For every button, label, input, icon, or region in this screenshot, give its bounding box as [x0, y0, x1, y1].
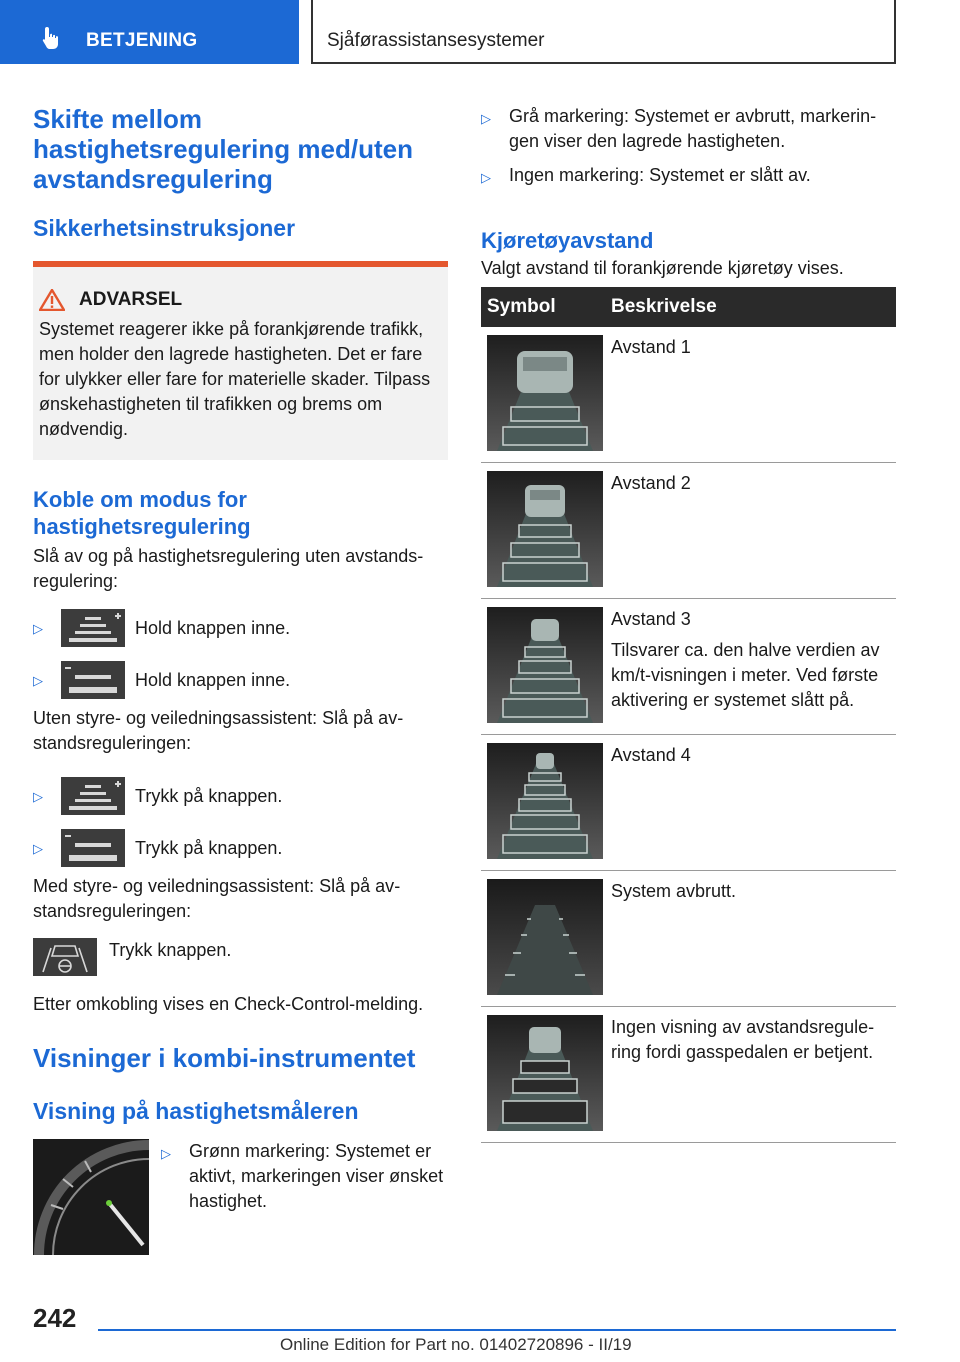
bullet-arrow-icon: ▷: [33, 673, 43, 688]
list-item-text: Grønn markering: Systemet er aktivt, markeringen viser ønsket hastighet.: [189, 1141, 444, 1211]
distance-intro: Valgt avstand til forankjørende kjøretøy vises.: [481, 258, 844, 278]
distance-table: [481, 287, 896, 1143]
speedometer-image: [33, 1139, 149, 1255]
bullet-arrow-icon: ▷: [481, 111, 491, 126]
table-row: [481, 735, 896, 871]
page-title: Skifte mellom hastighetsregulering med/uten avstandsregulering: [33, 104, 413, 194]
left-column: [33, 104, 448, 1255]
distance-plus-button-icon: [61, 777, 125, 815]
list-item: [33, 826, 448, 870]
hand-pointer-icon: [40, 26, 62, 50]
distance-minus-button-icon: [61, 661, 125, 699]
list-item-text: Grå markering: Systemet er avbrutt, markeringen viser den lagrede hastigheten.: [509, 106, 877, 151]
distance-2-image: [487, 471, 603, 587]
accelerator-pressed-image: [487, 1015, 603, 1131]
table-row: [481, 599, 896, 735]
footer-edition: Online Edition for Part no. 01402720896 - II/19: [280, 1335, 632, 1354]
speedo-row: [33, 1139, 448, 1255]
distance-4-image: [487, 743, 603, 859]
no-assist-text: Uten styre- og veiledningsassistent: Slå på avstandsreguleringen:: [33, 708, 404, 753]
section-header: [311, 0, 896, 64]
list-item-text: Trykk på knappen.: [135, 837, 283, 858]
warning-title-row: [39, 289, 442, 311]
list-item: [481, 163, 896, 190]
chapter-label: BETJENING: [86, 30, 198, 51]
row-desc: Avstand 3: [611, 609, 691, 629]
driving-assistant-button-icon: [33, 938, 97, 976]
bullet-arrow-icon: ▷: [33, 841, 43, 856]
chapter-tab[interactable]: [0, 0, 299, 64]
system-interrupted-image: [487, 879, 603, 995]
row-desc-block: [611, 607, 881, 723]
warning-box: [33, 261, 448, 460]
distance-1-image: [487, 335, 603, 451]
list-item-text: Hold knappen inne.: [135, 669, 291, 690]
list-item-text: Ingen markering: Systemet er slått av.: [509, 165, 811, 185]
bullet-arrow-icon: ▷: [33, 621, 43, 636]
page-number: 242: [33, 1303, 77, 1333]
list-item: [33, 658, 448, 702]
press-single-text: Trykk knappen.: [109, 940, 232, 960]
warning-text: Systemet reagerer ikke på forankjørende trafikk, men holder den lagrede hastigheten. Det er fare for ulykker eller fare for materielle skader. Tilpass ønskehastigheten til trafikken og brems om nødvendig.: [39, 319, 431, 439]
right-column: [481, 104, 896, 1143]
table-row: [481, 871, 896, 1007]
switch-heading: Koble om modus for hastighetsregulering: [33, 487, 251, 539]
bullet-arrow-icon: ▷: [33, 789, 43, 804]
with-assist-text: Med styre- og veiledningsassistent: Slå på avstandsreguleringen:: [33, 876, 401, 921]
row-desc: System avbrutt.: [611, 881, 737, 901]
section-title: Sjåførassistansesystemer: [327, 30, 545, 51]
list-item-text: Hold knappen inne.: [135, 617, 291, 638]
list-item: [481, 104, 896, 154]
bullet-arrow-icon: ▷: [161, 1146, 171, 1161]
footer-divider: [98, 1329, 896, 1331]
row-extra: Tilsvarer ca. den halve verdien av km/t-visningen i meter. Ved første aktivering er systemet slått på.: [611, 640, 880, 710]
list-item: [33, 606, 448, 650]
after-text: Etter omkobling vises en Check-Control-melding.: [33, 994, 424, 1014]
list-item: [33, 774, 448, 818]
row-desc: Avstand 4: [611, 745, 691, 765]
display-heading: Visninger i kombi-instrumentet: [33, 1043, 416, 1073]
distance-minus-button-icon: [61, 829, 125, 867]
col-symbol: Symbol: [487, 296, 556, 317]
assist-button-row: [33, 938, 448, 976]
bullet-arrow-icon: ▷: [481, 170, 491, 185]
row-desc: Avstand 2: [611, 473, 691, 493]
distance-heading: Kjøretøyavstand: [481, 228, 654, 253]
warning-triangle-icon: [39, 289, 65, 311]
switch-intro: Slå av og på hastighetsregulering uten avstandsregulering:: [33, 546, 424, 591]
safety-heading: Sikkerhetsinstruksjoner: [33, 215, 296, 241]
list-item-text: Trykk på knappen.: [135, 785, 283, 806]
distance-3-image: [487, 607, 603, 723]
table-row: [481, 1007, 896, 1143]
row-desc: Ingen visning av avstandsregulering fordi gasspedalen er betjent.: [611, 1017, 875, 1062]
speedo-heading: Visning på hastighetsmåleren: [33, 1098, 359, 1124]
distance-plus-button-icon: [61, 609, 125, 647]
warning-title: ADVARSEL: [79, 289, 183, 310]
table-header: [481, 287, 896, 327]
table-row: [481, 327, 896, 463]
list-item: [161, 1139, 448, 1255]
col-description: Beskrivelse: [611, 296, 717, 317]
row-desc: Avstand 1: [611, 337, 691, 357]
table-row: [481, 463, 896, 599]
